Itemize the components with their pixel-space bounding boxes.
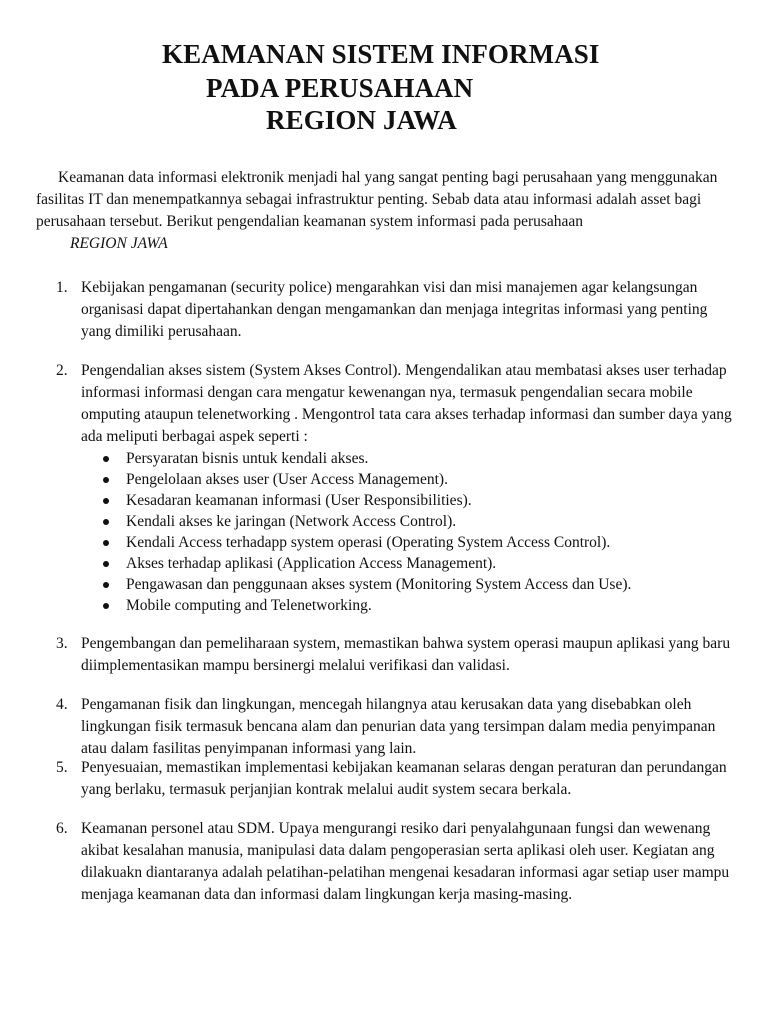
bullet-icon [103,519,109,525]
bullet-icon [103,456,109,462]
document-title-line-3: REGION JAWA [266,105,457,135]
list-item-number: 5. [56,759,68,776]
list-item-text: Pengendalian akses sistem (System Akses Control). Mengendalikan atau membatasi akses user terhadap informasi informasi dengan cara mengatur kewenangan nya, termasuk pengendalian secara mobile omputing ataupun telenetworking . Mengontrol tata cara akses terhadap informasi dan sumber daya yang ada meliputi berbagai aspek seperti : [81,362,732,445]
list-item-number: 3. [56,635,68,652]
document-title-line-1: KEAMANAN SISTEM INFORMASI [162,39,600,69]
bullet-icon [103,498,109,504]
bullet-item: Akses terhadap aplikasi (Application Access Management). [81,553,736,574]
list-item-text: Penyesuaian, memastikan implementasi kebijakan keamanan selaras dengan peraturan dan perundangan yang berlaku, termasuk perjanjian kontrak melalui audit system secara berkala. [81,759,727,798]
list-item-3 [56,633,736,677]
list-item-6 [56,818,736,906]
bullet-icon [103,582,109,588]
access-control-bullet-list [81,448,736,616]
list-item-text: Kebijakan pengamanan (security police) mengarahkan visi dan misi manajemen agar kelangsungan organisasi dapat dipertahankan dengan mengamankan dan menjaga integritas informasi yang penting yang dimiliki perusahaan. [81,279,708,340]
list-item-text: Pengamanan fisik dan lingkungan, mencegah hilangnya atau kerusakan data yang disebabkan oleh lingkungan fisik termasuk bencana alam dan penurian data yang tersimpan dalam media penyimpanan atau dalam fasilitas penyimpanan informasi yang lain. [81,696,716,757]
intro-paragraph [36,167,736,255]
list-item-number: 1. [56,279,68,296]
list-item-number: 2. [56,362,68,379]
bullet-item: Pengelolaan akses user (User Access Management). [81,469,736,490]
bullet-item: Persyaratan bisnis untuk kendali akses. [81,448,736,469]
bullet-item: Pengawasan dan penggunaan akses system (Monitoring System Access dan Use). [81,574,736,595]
list-item-2 [56,360,736,616]
list-item-text: Keamanan personel atau SDM. Upaya mengurangi resiko dari penyalahgunaan fungsi dan wewenang akibat kesalahan manusia, manipulasi data dalam pengoperasian serta aplikasi oleh user. Kegiatan ang dilakuakn diantaranya adalah pelatihan-pelatihan mengenai kesadaran informasi agar setiap user mampu menjaga keamanan data dan informasi dalam lingkungan kerja masing-masing. [81,820,730,903]
list-item-number: 6. [56,820,68,837]
bullet-item: Mobile computing and Telenetworking. [81,595,736,616]
list-item-text: Pengembangan dan pemeliharaan system, memastikan bahwa system operasi maupun aplikasi yang baru diimplementasikan mampu bersinergi melalui verifikasi dan validasi. [81,635,731,674]
list-item-1 [56,277,736,343]
bullet-item: Kendali akses ke jaringan (Network Access Control). [81,511,736,532]
bullet-icon [103,477,109,483]
intro-company-name: REGION JAWA [70,235,168,252]
document-title-line-2: PADA PERUSAHAAN [206,73,474,103]
intro-text: Keamanan data informasi elektronik menjadi hal yang sangat penting bagi perusahaan yang menggunakan fasilitas IT dan menempatkannya sebagai infrastruktur penting. Sebab data atau informasi adalah asset bagi perusahaan tersebut. Berikut pengendalian keamanan system informasi pada perusahaan [36,169,718,230]
list-item-number: 4. [56,696,68,713]
bullet-icon [103,603,109,609]
list-item-4 [56,694,736,760]
bullet-item: Kendali Access terhadapp system operasi (Operating System Access Control). [81,532,736,553]
list-item-5 [56,757,736,801]
bullet-icon [103,561,109,567]
bullet-icon [103,540,109,546]
bullet-item: Kesadaran keamanan informasi (User Responsibilities). [81,490,736,511]
